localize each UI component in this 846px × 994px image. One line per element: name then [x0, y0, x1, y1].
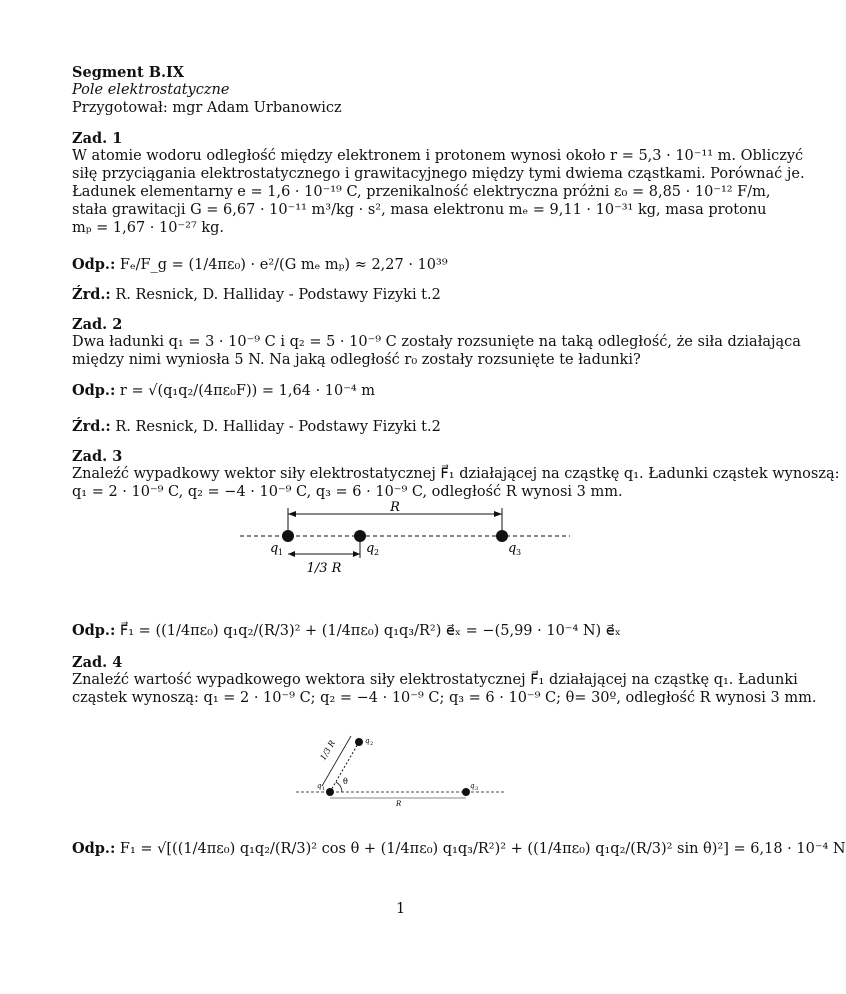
q1-sub: 1 [278, 548, 284, 557]
charge-q2 [355, 738, 363, 746]
problem-1-line: siłę przyciągania elektrostatycznego i grawitacyjnego między tymi dwiema cząstkami. Porównać je. [72, 166, 805, 182]
charge-q1 [282, 530, 294, 542]
arrow-head [494, 511, 502, 517]
q3-sub: 3 [516, 548, 522, 557]
q2-label: q [366, 541, 375, 556]
answer-label: Odp.: [72, 622, 116, 639]
problem-4-title: Zad. 4 [72, 654, 123, 671]
answer-formula: F⃗₁ = ((1/4πε₀) q₁q₂/(R/3)² + (1/4πε₀) q₁q₃/R²) e⃗ₓ = −(5,99 · 10⁻⁴ N) e⃗ₓ [119, 623, 621, 639]
distance-third-label: 1/3 R [306, 561, 342, 576]
answer-label: Odp.: [72, 840, 116, 857]
charge-q3 [496, 530, 508, 542]
q2-label: q [365, 737, 370, 745]
problem-3-line: q₁ = 2 · 10⁻⁹ C, q₂ = −4 · 10⁻⁹ C, q₃ = 6 · 10⁻⁹ C, odległość R wynosi 3 mm. [72, 484, 623, 500]
problem-1-answer [72, 256, 448, 275]
figure-charges-angle [296, 716, 506, 806]
arrow-head [288, 511, 296, 517]
q1-label: q [317, 782, 322, 790]
q2-sub: 2 [370, 741, 374, 747]
distance-third-label: 1/3 R [318, 738, 337, 762]
segment-title: Segment B.IX [72, 64, 185, 81]
problem-4-line: Znaleźć wartość wypadkowego wektora siły elektrostatycznej F⃗₁ działającej na cząstkę q₁. Ładunki [72, 672, 798, 688]
figure-charges-collinear [240, 500, 570, 580]
problem-3-answer [72, 622, 621, 641]
distance-r-label: R [396, 800, 402, 808]
segment-subtitle: Pole elektrostatyczne [72, 82, 230, 98]
problem-1-source [72, 286, 441, 305]
answer-formula: r = √(q₁q₂/(4πε₀F)) = 1,64 · 10⁻⁴ m [119, 383, 376, 399]
answer-formula: Fₑ/F_g = (1/4πε₀) · e²/(G mₑ mₚ) ≈ 2,27 · 10³⁹ [119, 257, 448, 273]
angle-arc [336, 782, 342, 792]
answer-label: Odp.: [72, 256, 116, 273]
source-text: R. Resnick, D. Halliday - Podstawy Fizyki t.2 [115, 287, 441, 303]
problem-4-answer [72, 840, 846, 859]
problem-2-answer [72, 382, 375, 401]
answer-formula: F₁ = √[((1/4πε₀) q₁q₂/(R/3)² cos θ + (1/4πε₀) q₁q₃/R²)² + ((1/4πε₀) q₁q₂/(R/3)² sin θ)²] = 6,18 · 10⁻⁴ N [119, 841, 846, 857]
q1-sub: 1 [322, 786, 326, 792]
problem-1-line: stała grawitacji G = 6,67 · 10⁻¹¹ m³/kg · s², masa elektronu mₑ = 9,11 · 10⁻³¹ kg, masa protonu [72, 202, 767, 218]
source-label: Źrd.: [72, 418, 111, 435]
problem-1-title: Zad. 1 [72, 130, 123, 147]
charge-q3 [462, 788, 470, 796]
problem-2-line: między nimi wyniosła 5 N. Na jaką odległość r₀ zostały rozsunięte te ładunki? [72, 352, 641, 368]
problem-3-line: Znaleźć wypadkowy wektor siły elektrostatycznej F⃗₁ działającej na cząstkę q₁. Ładunki cząstek wynoszą: [72, 466, 840, 482]
page-number: 1 [396, 901, 406, 917]
q3-sub: 3 [475, 786, 479, 792]
q3-label: q [508, 541, 517, 556]
source-label: Źrd.: [72, 286, 111, 303]
problem-1-line: mₚ = 1,67 · 10⁻²⁷ kg. [72, 220, 225, 236]
charge-q1 [326, 788, 334, 796]
q1-label: q [270, 541, 279, 556]
problem-2-line: Dwa ładunki q₁ = 3 · 10⁻⁹ C i q₂ = 5 · 10⁻⁹ C zostały rozsunięte na taką odległość, że siła działająca [72, 334, 801, 350]
problem-1-line: W atomie wodoru odległość między elektronem i protonem wynosi około r = 5,3 · 10⁻¹¹ m. Obliczyć [72, 148, 804, 164]
arrow-head [288, 551, 295, 557]
problem-1-line: Ładunek elementarny e = 1,6 · 10⁻¹⁹ C, przenikalność elektryczna próżni ε₀ = 8,85 · 10⁻¹² F/m, [72, 184, 771, 200]
q2-sub: 2 [374, 548, 380, 557]
answer-label: Odp.: [72, 382, 116, 399]
arrow-head [353, 551, 360, 557]
problem-2-title: Zad. 2 [72, 316, 123, 333]
q3-label: q [470, 782, 475, 790]
problem-2-source [72, 418, 441, 437]
problem-4-line: cząstek wynoszą: q₁ = 2 · 10⁻⁹ C; q₂ = −4 · 10⁻⁹ C; q₃ = 6 · 10⁻⁹ C; θ= 30º, odległość R wynosi 3 mm. [72, 690, 817, 706]
distance-r-label: R [390, 500, 400, 515]
problem-3-title: Zad. 3 [72, 448, 123, 465]
author-line: Przygotował: mgr Adam Urbanowicz [72, 100, 342, 116]
theta-label: θ [343, 777, 348, 786]
source-text: R. Resnick, D. Halliday - Podstawy Fizyki t.2 [115, 419, 441, 435]
